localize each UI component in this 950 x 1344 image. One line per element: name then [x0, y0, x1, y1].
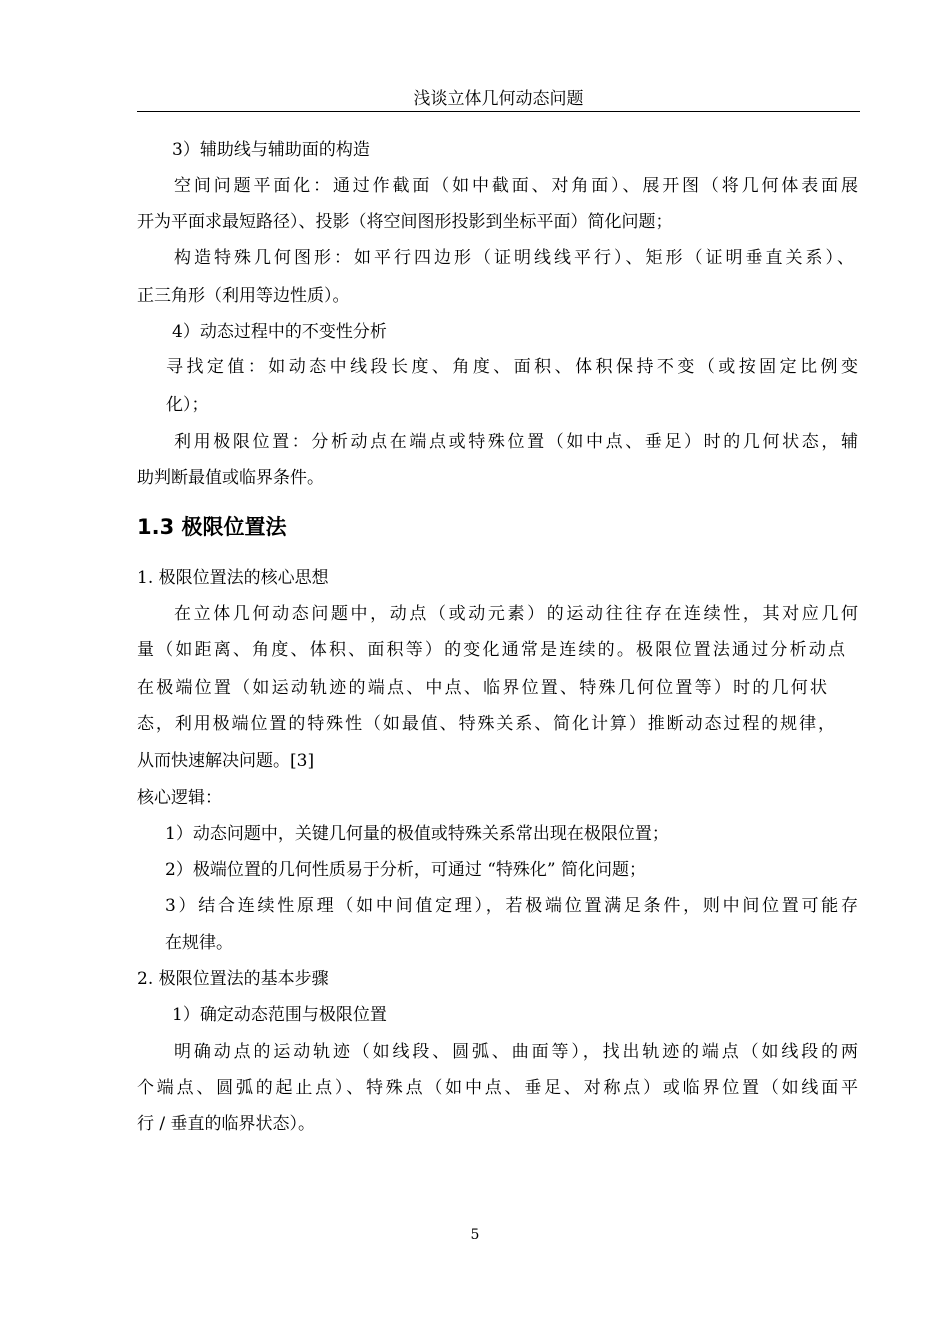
section-heading: 1.3 极限位置法	[137, 515, 287, 539]
paragraph-line: 行 / 垂直的临界状态）。	[137, 1114, 316, 1134]
numbered-heading: 1. 极限位置法的核心思想	[137, 568, 329, 588]
list-item: 3）结合连续性原理（如中间值定理），若极端位置满足条件，则中间位置可能存	[165, 896, 858, 916]
paragraph-line: 量（如距离、角度、体积、面积等）的变化通常是连续的。极限位置法通过分析动点	[137, 640, 845, 660]
paragraph-line: 开为平面求最短路径）、投影（将空间图形投影到坐标平面）简化问题；	[137, 212, 673, 232]
list-item: 在规律。	[165, 933, 233, 953]
subsection-title: 1）确定动态范围与极限位置	[172, 1005, 387, 1025]
paragraph-line: 明确动点的运动轨迹（如线段、圆弧、曲面等），找出轨迹的端点（如线段的两	[174, 1042, 858, 1062]
paragraph-line: 化）；	[166, 395, 209, 415]
paragraph-line: 从而快速解决问题。[3]	[137, 751, 315, 771]
running-header-title: 浅谈立体几何动态问题	[413, 89, 584, 109]
list-item: 1）动态问题中，关键几何量的极值或特殊关系常出现在极限位置；	[165, 824, 669, 844]
paragraph-line: 空间问题平面化：通过作截面（如中截面、对角面）、展开图（将几何体表面展	[174, 176, 858, 196]
label-line: 核心逻辑：	[137, 788, 222, 808]
paragraph-line: 个端点、圆弧的起止点）、特殊点（如中点、垂足、对称点）或临界位置（如线面平	[137, 1078, 858, 1098]
paragraph-line: 在立体几何动态问题中，动点（或动元素）的运动往往存在连续性，其对应几何	[174, 604, 858, 624]
list-item: 2）极端位置的几何性质易于分析，可通过 “特殊化” 简化问题；	[165, 860, 647, 880]
subsection-3-title: 3）辅助线与辅助面的构造	[172, 140, 370, 160]
paragraph-line: 助判断最值或临界条件。	[137, 468, 324, 488]
subsection-4-title: 4）动态过程中的不变性分析	[172, 322, 387, 342]
paragraph-line: 正三角形（利用等边性质）。	[137, 286, 350, 306]
header-rule	[137, 111, 860, 112]
paragraph-line: 态，利用极端位置的特殊性（如最值、特殊关系、简化计算）推断动态过程的规律，	[137, 714, 835, 734]
paragraph-line: 构造特殊几何图形：如平行四边形（证明线线平行）、矩形（证明垂直关系）、	[174, 248, 854, 268]
paragraph-line: 在极端位置（如运动轨迹的端点、中点、临界位置、特殊几何位置等）时的几何状	[137, 678, 827, 698]
paragraph-line: 利用极限位置：分析动点在端点或特殊位置（如中点、垂足）时的几何状态，辅	[174, 432, 858, 452]
paragraph-line: 寻找定值：如动态中线段长度、角度、面积、体积保持不变（或按固定比例变	[166, 357, 858, 377]
page-number: 5	[470, 1227, 480, 1243]
numbered-heading: 2. 极限位置法的基本步骤	[137, 969, 329, 989]
